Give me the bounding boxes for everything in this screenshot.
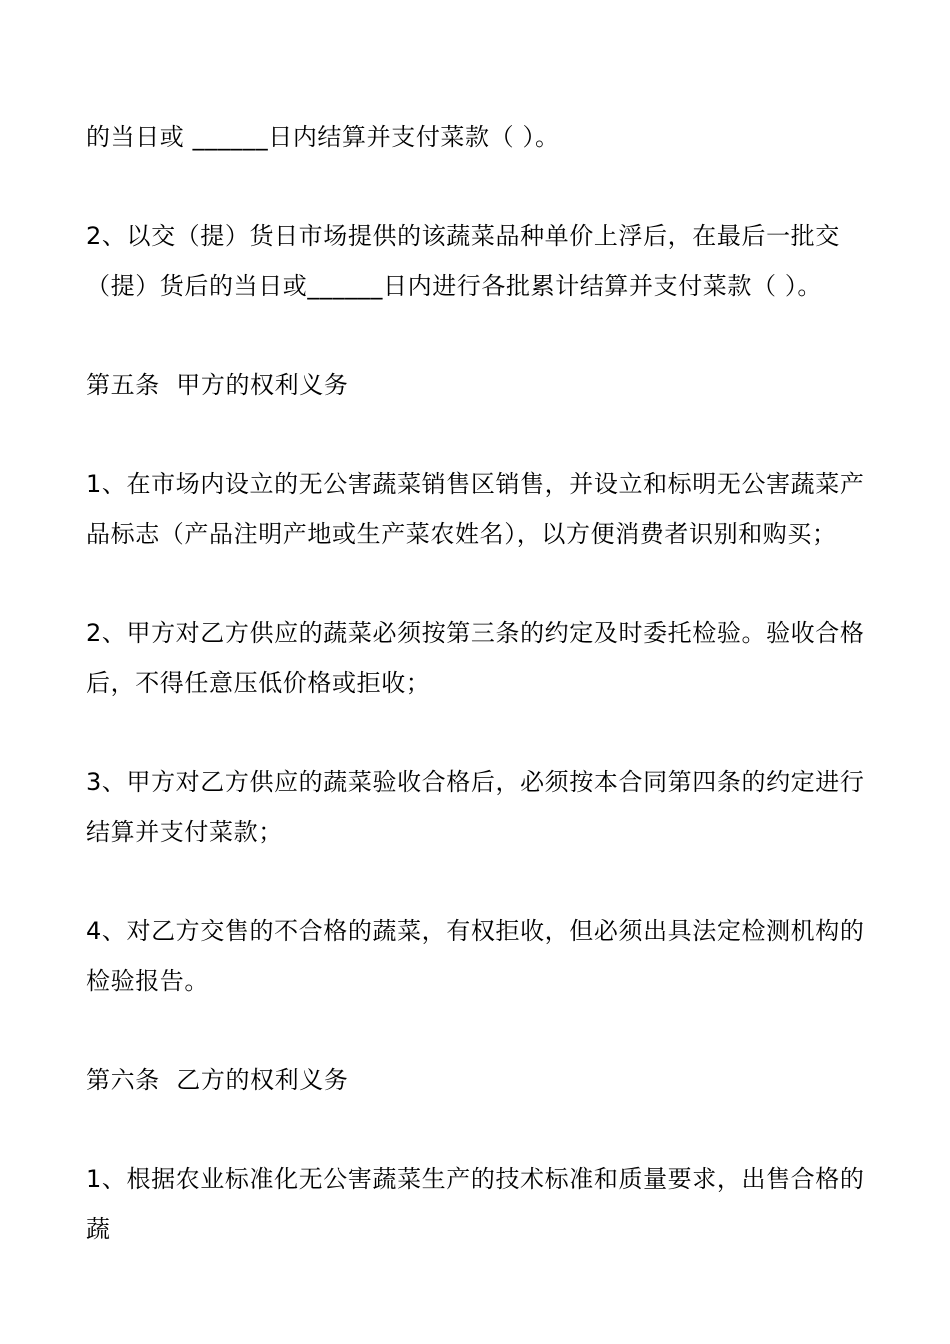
paragraph-settlement-option-2: 2、以交（提）货日市场提供的该蔬菜品种单价上浮后，在最后一批交（提）货后的当日或______日内进行各批累计结算并支付菜款（ ）。	[86, 222, 840, 300]
article-5-item-1: 1、在市场内设立的无公害蔬菜销售区销售，并设立和标明无公害蔬菜产品标志（产品注明产地或生产菜农姓名），以方便消费者识别和购买；	[86, 470, 865, 548]
article-6-item-1: 1、根据农业标准化无公害蔬菜生产的技术标准和质量要求，出售合格的蔬	[86, 1165, 865, 1243]
article-6-heading: 第六条 乙方的权利义务	[86, 1066, 349, 1094]
article-5-item-3: 3、甲方对乙方供应的蔬菜验收合格后，必须按本合同第四条的约定进行结算并支付菜款；	[86, 768, 865, 846]
paragraph-settlement-continuation: 的当日或 ______日内结算并支付菜款（ ）。	[86, 123, 560, 151]
article-5-item-4: 4、对乙方交售的不合格的蔬菜，有权拒收，但必须出具法定检测机构的检验报告。	[86, 917, 865, 995]
document-body	[86, 112, 876, 1303]
article-5-item-2: 2、甲方对乙方供应的蔬菜必须按第三条的约定及时委托检验。验收合格后，不得任意压低价格或拒收；	[86, 619, 865, 697]
article-5-heading: 第五条 甲方的权利义务	[86, 371, 349, 399]
